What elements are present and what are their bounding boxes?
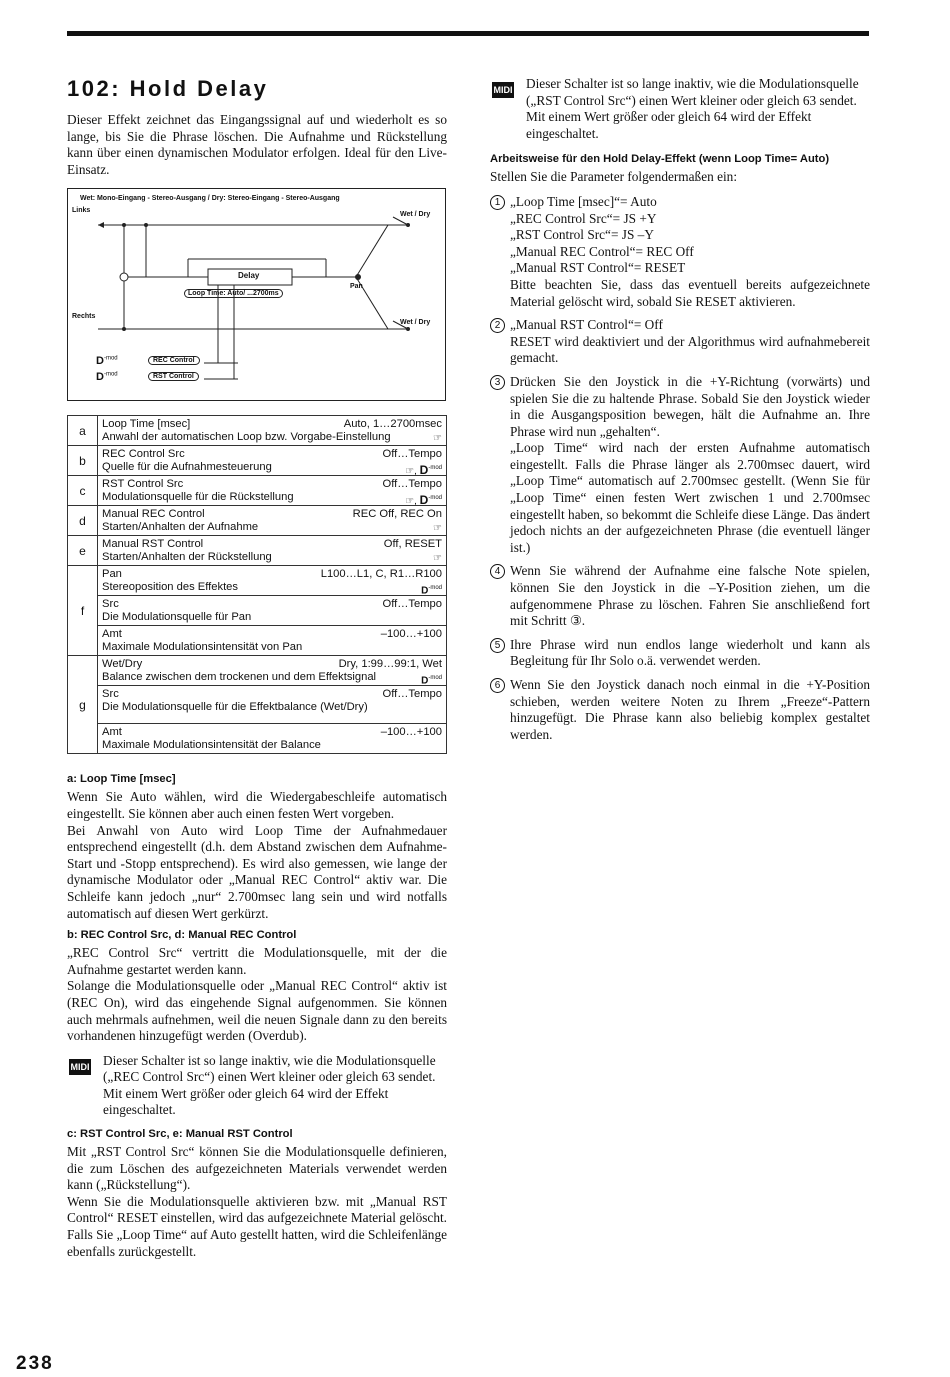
paragraph: Solange die Modulationsquelle oder „Manual REC Control“ aktiv ist (REC On), wird das eingehende Signal aufgenommen. Sie können auch mehrmals aufnehmen, weil die neuen Signale dann zu den bereits vorhandenen hinzugefügt werden (Overdub). [67,978,447,1044]
param-desc: Maximale Modulationsintensität von Pan [102,641,303,654]
pointer-icon: ☞ [433,433,442,445]
step-number: 5 [490,638,505,653]
left-column [67,74,447,1266]
param-name: Manual RST Control [102,538,204,551]
param-range: REC Off, REC On [352,508,442,521]
step-text: Drücken Sie den Joystick in die +Y-Richtung (vorwärts) und spielen Sie die zu haltende Phrase. Sobald Sie den Joystick wieder in die Ausgangsposition bewegen, hält die Aufnahme an. Ihre Phrase wird nun „gehalten“. [510,373,870,439]
param-range: Off…Tempo [382,448,442,461]
param-name: Src [102,688,119,701]
page-number: 238 [16,1353,54,1374]
step-number: 4 [490,564,505,579]
step-number: 6 [490,678,505,693]
param-name: RST Control Src [102,478,184,491]
list-item [490,374,870,557]
dmod-icon: $D^{-mod}$ [419,493,442,508]
diagram-links-label: Links [72,207,91,215]
table-row [68,656,447,686]
param-range: Off, RESET [383,538,442,551]
step-text: Wenn Sie während der Aufnahme eine falsche Note spielen, können Sie den Joystick in die –Y-Position ziehen, um die aufgenommene Phrase zu löschen. Fahren Sie anschließend fort mit Schritt ③. [510,563,870,629]
table-row [68,446,447,476]
step-number: 2 [490,318,505,333]
param-desc: Starten/Anhalten der Aufnahme [102,521,259,534]
param-range: Off…Tempo [382,598,442,611]
param-desc: Die Modulationsquelle für die Effektbalance (Wet/Dry) [102,701,368,714]
param-range: –100…+100 [380,726,442,739]
diagram-rst-control: RST Control [148,372,199,381]
section-heading: a: Loop Time [msec] [67,773,176,786]
section-a [67,772,447,922]
step-line: „REC Control Src“= JS +Y [510,210,657,226]
table-row [68,476,447,506]
param-key: c [68,476,98,506]
param-name: Src [102,598,119,611]
dmod-icon: $D^{-mod}$ [96,355,118,368]
table-row [68,626,447,656]
param-range: Dry, 1:99…99:1, Wet [338,658,442,671]
midi-note-text: Dieser Schalter ist so lange inaktiv, wie die Modulationsquelle („RST Control Src“) einen Wert kleiner oder gleich 63 sendet. Mit einem Wert größer oder gleich 64 wird der Effekt eingeschaltet. [526,76,859,141]
param-key: e [68,536,98,566]
diagram-delay-block: Delay [238,271,260,281]
pointer-icon: ☞, [405,496,417,508]
step-line: „Manual REC Control“= REC Off [510,243,694,259]
section-c [67,1127,447,1260]
param-name: Loop Time [msec] [102,418,191,431]
diagram-loop-time: Loop Time: Auto/ ...2700ms [184,289,283,298]
list-item [490,637,870,670]
step-line: „Manual RST Control“= RESET [510,260,686,276]
param-name: Amt [102,726,122,739]
diagram-rec-control: REC Control [148,356,200,365]
list-item [490,317,870,367]
dmod-icon: $D^{-mod}$ [421,675,442,687]
param-name: Manual REC Control [102,508,205,521]
step-number: 3 [490,375,505,390]
paragraph: Wenn Sie Auto wählen, wird die Wiedergabeschleife automatisch eingestellt. Sie können aber auch einen festen Wert vorgeben. [67,789,447,821]
param-desc: Maximale Modulationsintensität der Balance [102,739,321,752]
param-key: g [68,656,98,754]
param-key: a [68,416,98,446]
param-desc: Die Modulationsquelle für Pan [102,611,252,624]
dmod-icon: $D^{-mod}$ [96,371,118,384]
param-desc: Stereoposition des Effektes [102,581,238,594]
intro-paragraph: Dieser Effekt zeichnet das Eingangssignal auf und wiederholt es so lange, bis Sie die Phrase löschen. Die Aufnahme und Rückstellung kann über einen dynamischen Modulator erfolgen. Ideal für den Live-Einsatz. [67,112,447,177]
step-text: Wenn Sie den Joystick danach noch einmal in die +Y-Position schieben, werden weitere Noten zu Ihrem „Freeze“-Pattern hinzugefügt. Die Phrase kann also beliebig komplex gestaltet werden. [510,677,870,742]
diagram-wet-dry-bottom: Wet / Dry [400,319,431,327]
param-desc: Modulationsquelle für die Rückstellung [102,491,294,504]
pointer-icon: ☞ [433,523,442,535]
midi-note [67,1053,447,1119]
param-key: f [68,566,98,656]
midi-icon: MIDI [69,1059,91,1075]
param-range: Auto, 1…2700msec [343,418,442,431]
section-heading: c: RST Control Src, e: Manual RST Control [67,1128,293,1141]
param-name: Amt [102,628,122,641]
list-item [490,677,870,743]
pointer-icon: ☞ [433,553,442,565]
paragraph: „REC Control Src“ vertritt die Modulationsquelle, mit der die Aufnahme gestartet werden kann. [67,945,447,977]
step-text: „Loop Time“ wird nach der ersten Aufnahme automatisch eingestellt. Falls die Phrase länger als 2.700msec dauert, wird „Loop Time“ automatisch auf 2.700msec gestellt. (Wenn Sie für „Loop Time“ einen festen Wert zwischen 1 und 2.700msec eingestellt haben, so bekommt die Schleife diese Länge. Das ändert jedoch nichts an der aufgezeichneten Phrase (die eventuell länger ist.) [510,440,870,555]
table-row [68,566,447,596]
step-number: 1 [490,195,505,210]
param-name: Pan [102,568,122,581]
midi-icon: MIDI [492,82,514,98]
param-desc: Starten/Anhalten der Rückstellung [102,551,272,564]
midi-note-text: Dieser Schalter ist so lange inaktiv, wie die Modulationsquelle („REC Control Src“) einen Wert kleiner oder gleich 63 sendet. Mit einem Wert größer oder gleich 64 wird der Effekt eingeschaltet. [103,1052,436,1118]
diagram-header: Wet: Mono-Eingang - Stereo-Ausgang / Dry: Stereo-Eingang - Stereo-Ausgang [80,195,340,203]
block-diagram [67,188,446,401]
step-text: RESET wird deaktiviert und der Algorithmus wird aufnahmebereit gemacht. [510,333,870,366]
list-item [490,194,870,310]
table-row [68,724,447,754]
lead-text: Stellen Sie die Parameter folgendermaßen ein: [490,169,738,185]
section-heading: b: REC Control Src, d: Manual REC Control [67,929,297,942]
table-row [68,536,447,566]
diagram-pan-label: Pan [350,283,363,291]
diagram-wet-dry-top: Wet / Dry [400,211,431,219]
param-name: REC Control Src [102,448,185,461]
midi-note [490,76,870,142]
step-line: „Manual RST Control“= Off [510,317,663,333]
dmod-icon: $D^{-mod}$ [419,463,442,478]
table-row [68,686,447,724]
table-row [68,416,447,446]
param-desc: Anwahl der automatischen Loop bzw. Vorgabe-Einstellung [102,431,391,444]
right-column [490,76,870,750]
param-desc: Quelle für die Aufnahmesteuerung [102,461,272,474]
list-item [490,563,870,629]
section-b [67,928,447,1045]
step-text: Ihre Phrase wird nun endlos lange wiederholt und kann als Begleitung für Ihr Solo o.ä. verwendet werden. [510,636,870,669]
step-line: „Loop Time [msec]“= Auto [510,193,657,209]
step-line: „RST Control Src“= JS –Y [510,227,654,243]
param-key: b [68,446,98,476]
top-rule [67,31,869,36]
dmod-icon: $D^{-mod}$ [421,585,442,597]
page-title: 102: Hold Delay [67,76,269,101]
param-range: L100…L1, C, R1…R100 [320,568,442,581]
param-key: d [68,506,98,536]
param-name: Wet/Dry [102,658,143,671]
paragraph: Wenn Sie die Modulationsquelle aktivieren bzw. mit „Manual RST Control“ RESET einstellen, wird das aufgezeichnete Material gelöscht. Falls Sie „Loop Time“ auf Auto gestellt hatten, wird die Schleifenlänge ebenfalls zurückgestellt. [67,1193,447,1259]
paragraph: Mit „RST Control Src“ können Sie die Modulationsquelle definieren, die zum Löschen des aufgezeichneten Materials verwendet werden kann („Rückstellung“). [67,1144,447,1193]
paragraph: Bei Anwahl von Auto wird Loop Time der Aufnahmedauer entsprechend eingestellt (d.h. dem Abstand zwischen dem Aufnahme-Start und -Stopp entsprechend). Es wird also gemessen, wie lange der dynamische Modulator oder „Manual REC Control“ aktiv war. Die Schleife kann jedoch „nur“ 2.700msec lang sein und wird notfalls automatisch auf diesen Wert gerkürzt. [67,822,447,921]
parameter-table [67,415,447,754]
param-range: Off…Tempo [382,688,442,701]
param-desc: Balance zwischen dem trockenen und dem Effektsignal [102,671,377,684]
section-heading: Arbeitsweise für den Hold Delay-Effekt (wenn Loop Time= Auto) [490,153,830,166]
diagram-rechts-label: Rechts [72,313,96,321]
table-row [68,596,447,626]
table-row [68,506,447,536]
step-text: Bitte beachten Sie, dass das eventuell bereits aufgezeichnete Material gelöscht wird, sobald Sie RESET aktivieren. [510,276,870,309]
steps-list [490,194,870,743]
param-range: –100…+100 [380,628,442,641]
pointer-icon: ☞, [405,466,417,478]
param-range: Off…Tempo [382,478,442,491]
